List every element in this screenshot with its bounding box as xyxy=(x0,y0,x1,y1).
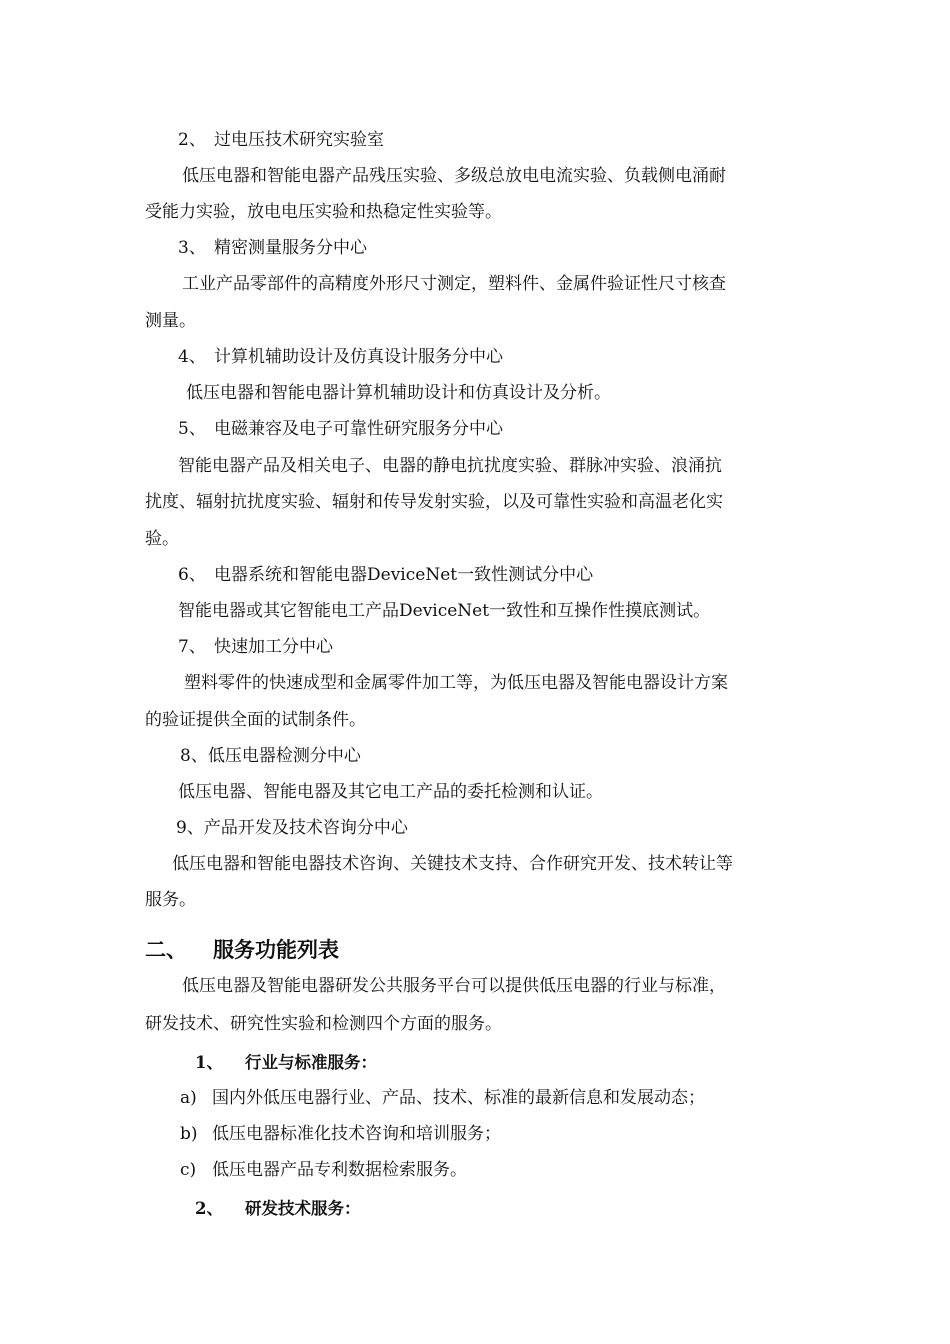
list-text: 国内外低压电器行业、产品、技术、标准的最新信息和发展动态； xyxy=(212,1088,705,1108)
chapter-number: 二、 xyxy=(145,938,187,962)
list-item xyxy=(180,1122,501,1146)
paragraph-line: 低压电器和智能电器技术咨询、关键技术支持、合作研究开发、技术转让等 xyxy=(172,854,733,874)
paragraph-line: 低压电器、智能电器及其它电工产品的委托检测和认证。 xyxy=(178,782,603,802)
paragraph-line: 测量。 xyxy=(145,311,196,331)
chapter-heading xyxy=(145,934,339,964)
subheading-title: 研发技术服务： xyxy=(245,1199,361,1218)
paragraph-line: 受能力实验，放电电压实验和热稳定性实验等。 xyxy=(145,202,502,222)
subheading-2 xyxy=(195,1195,361,1219)
list-item xyxy=(180,1086,705,1110)
section-title: 精密测量服务分中心 xyxy=(214,238,367,258)
paragraph-line: 的验证提供全面的试制条件。 xyxy=(145,710,366,730)
section-heading-9 xyxy=(176,816,408,840)
section-heading-3 xyxy=(178,236,367,260)
section-heading-7 xyxy=(178,635,333,659)
section-title: 计算机辅助设计及仿真设计服务分中心 xyxy=(214,347,503,367)
list-marker: b) xyxy=(180,1124,198,1144)
section-heading-4 xyxy=(178,345,503,369)
section-number: 2、 xyxy=(178,130,206,150)
list-text: 低压电器标准化技术咨询和培训服务； xyxy=(212,1124,501,1144)
paragraph-line: 智能电器产品及相关电子、电器的静电抗扰度实验、群脉冲实验、浪涌抗 xyxy=(178,456,722,476)
list-text: 低压电器产品专利数据检索服务。 xyxy=(212,1160,467,1180)
section-number: 6、 xyxy=(178,565,206,585)
section-heading-8 xyxy=(180,744,361,768)
paragraph-line: 低压电器和智能电器计算机辅助设计和仿真设计及分析。 xyxy=(186,383,611,403)
section-title: 低压电器检测分中心 xyxy=(207,746,361,766)
section-title: 过电压技术研究实验室 xyxy=(214,130,384,150)
paragraph-line: 低压电器及智能电器研发公共服务平台可以提供低压电器的行业与标准， xyxy=(182,976,726,996)
list-marker: c) xyxy=(180,1160,197,1180)
section-number: 3、 xyxy=(178,238,206,258)
section-title: 电器系统和智能电器DeviceNet一致性测试分中心 xyxy=(214,565,594,585)
paragraph-line: 研发技术、研究性实验和检测四个方面的服务。 xyxy=(145,1014,502,1034)
paragraph-line: 服务。 xyxy=(145,890,196,910)
section-number: 5、 xyxy=(178,419,206,439)
subheading-title: 行业与标准服务： xyxy=(245,1053,377,1072)
section-title: 快速加工分中心 xyxy=(214,637,333,657)
section-heading-2 xyxy=(178,128,384,152)
section-number: 4、 xyxy=(178,347,206,367)
paragraph-line: 工业产品零部件的高精度外形尺寸测定，塑料件、金属件验证性尺寸核查 xyxy=(182,274,726,294)
chapter-title: 服务功能列表 xyxy=(213,938,339,962)
list-item xyxy=(180,1158,467,1182)
list-marker: a) xyxy=(180,1088,197,1108)
paragraph-line: 扰度、辐射抗扰度实验、辐射和传导发射实验，以及可靠性实验和高温老化实 xyxy=(145,492,723,512)
paragraph-line: 验。 xyxy=(145,529,179,549)
paragraph-line: 智能电器或其它智能电工产品DeviceNet一致性和互操作性摸底测试。 xyxy=(178,601,711,621)
section-title: 电磁兼容及电子可靠性研究服务分中心 xyxy=(214,419,503,439)
section-title: 产品开发及技术咨询分中心 xyxy=(203,818,408,838)
section-number: 7、 xyxy=(178,637,206,657)
subheading-number: 1、 xyxy=(195,1053,223,1072)
section-heading-6 xyxy=(178,563,593,587)
subheading-number: 2、 xyxy=(195,1199,223,1218)
section-heading-5 xyxy=(178,417,503,441)
paragraph-line: 塑料零件的快速成型和金属零件加工等，为低压电器及智能电器设计方案 xyxy=(184,673,728,693)
subheading-1 xyxy=(195,1049,377,1073)
paragraph-line: 低压电器和智能电器产品残压实验、多级总放电电流实验、负载侧电涌耐 xyxy=(182,166,726,186)
section-number: 8、 xyxy=(180,746,208,766)
section-number: 9、 xyxy=(176,818,204,838)
